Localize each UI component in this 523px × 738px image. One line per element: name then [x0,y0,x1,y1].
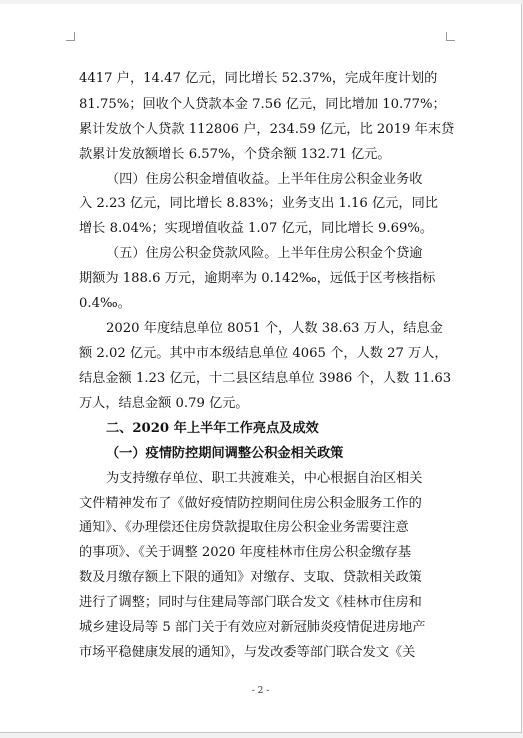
paragraph-line: 数及月缴存额上下限的通知》对缴存、支取、贷款相关政策 [79,570,422,585]
paragraph-line: 文件精神发布了《做好疫情防控期间住房公积金服务工作的 [79,496,422,511]
paragraph-line: 进行了调整；同时与住建局等部门联合发文《桂林市住房和 [79,595,422,610]
paragraph-line: 4417 户，14.47 亿元，同比增长 52.37%，完成年度计划的 [79,71,438,86]
paragraph-line: 2020 年度结息单位 8051 个，人数 38.63 万人，结息金 [106,321,443,336]
paragraph-line: 的事项》、《关于调整 2020 年度桂林市住房公积金缴存基 [79,545,412,560]
document-page [0,4,522,733]
paragraph-line: 结息金额 1.23 亿元，十二县区结息单位 3986 个，人数 11.63 [79,371,452,386]
page-number: - 2 - [251,686,270,696]
crop-mark-top-left [66,32,75,41]
paragraph-line: 0.4‰。 [79,296,131,311]
paragraph-line: 城乡建设局等 5 部门关于有效应对新冠肺炎疫情促进房地产 [79,620,426,635]
paragraph-line: 增长 8.04%；实现增值收益 1.07 亿元，同比增长 9.69%。 [79,221,434,236]
section-4-heading-line: （四）住房公积金增值收益。上半年住房公积金业务收 [106,172,423,187]
paragraph-line: 万人，结息金额 0.79 亿元。 [79,396,249,411]
paragraph-line: 为支持缴存单位、职工共渡难关，中心根据自治区相关 [106,471,423,486]
crop-mark-top-right [446,32,455,41]
paragraph-line: 款累计发放额增长 6.57%，个贷余额 132.71 亿元。 [79,147,391,162]
section-5-heading-line: （五）住房公积金贷款风险。上半年住房公积金个贷逾 [106,246,423,261]
paragraph-line: 期额为 188.6 万元，逾期率为 0.142‰，远低于区考核指标 [79,271,436,286]
paragraph-line: 累计发放个人贷款 112806 户，234.59 亿元，比 2019 年末贷 [79,122,455,137]
paragraph-line: 市场平稳健康发展的通知》，与发改委等部门联合发文《关 [79,645,416,660]
paragraph-line: 81.75%；回收个人贷款本金 7.56 亿元，同比增加 10.77%； [79,97,446,112]
section-heading: 二、2020 年上半年工作亮点及成效 [106,421,319,436]
paragraph-line: 入 2.23 亿元，同比增长 8.83%；业务支出 1.16 亿元，同比 [79,196,438,211]
paragraph-line: 通知》、《办理偿还住房贷款提取住房公积金业务需要注意 [79,520,409,535]
subsection-heading: （一）疫情防控期间调整公积金相关政策 [106,446,344,461]
paragraph-line: 额 2.02 亿元。其中市本级结息单位 4065 个，人数 27 万人， [79,346,448,361]
